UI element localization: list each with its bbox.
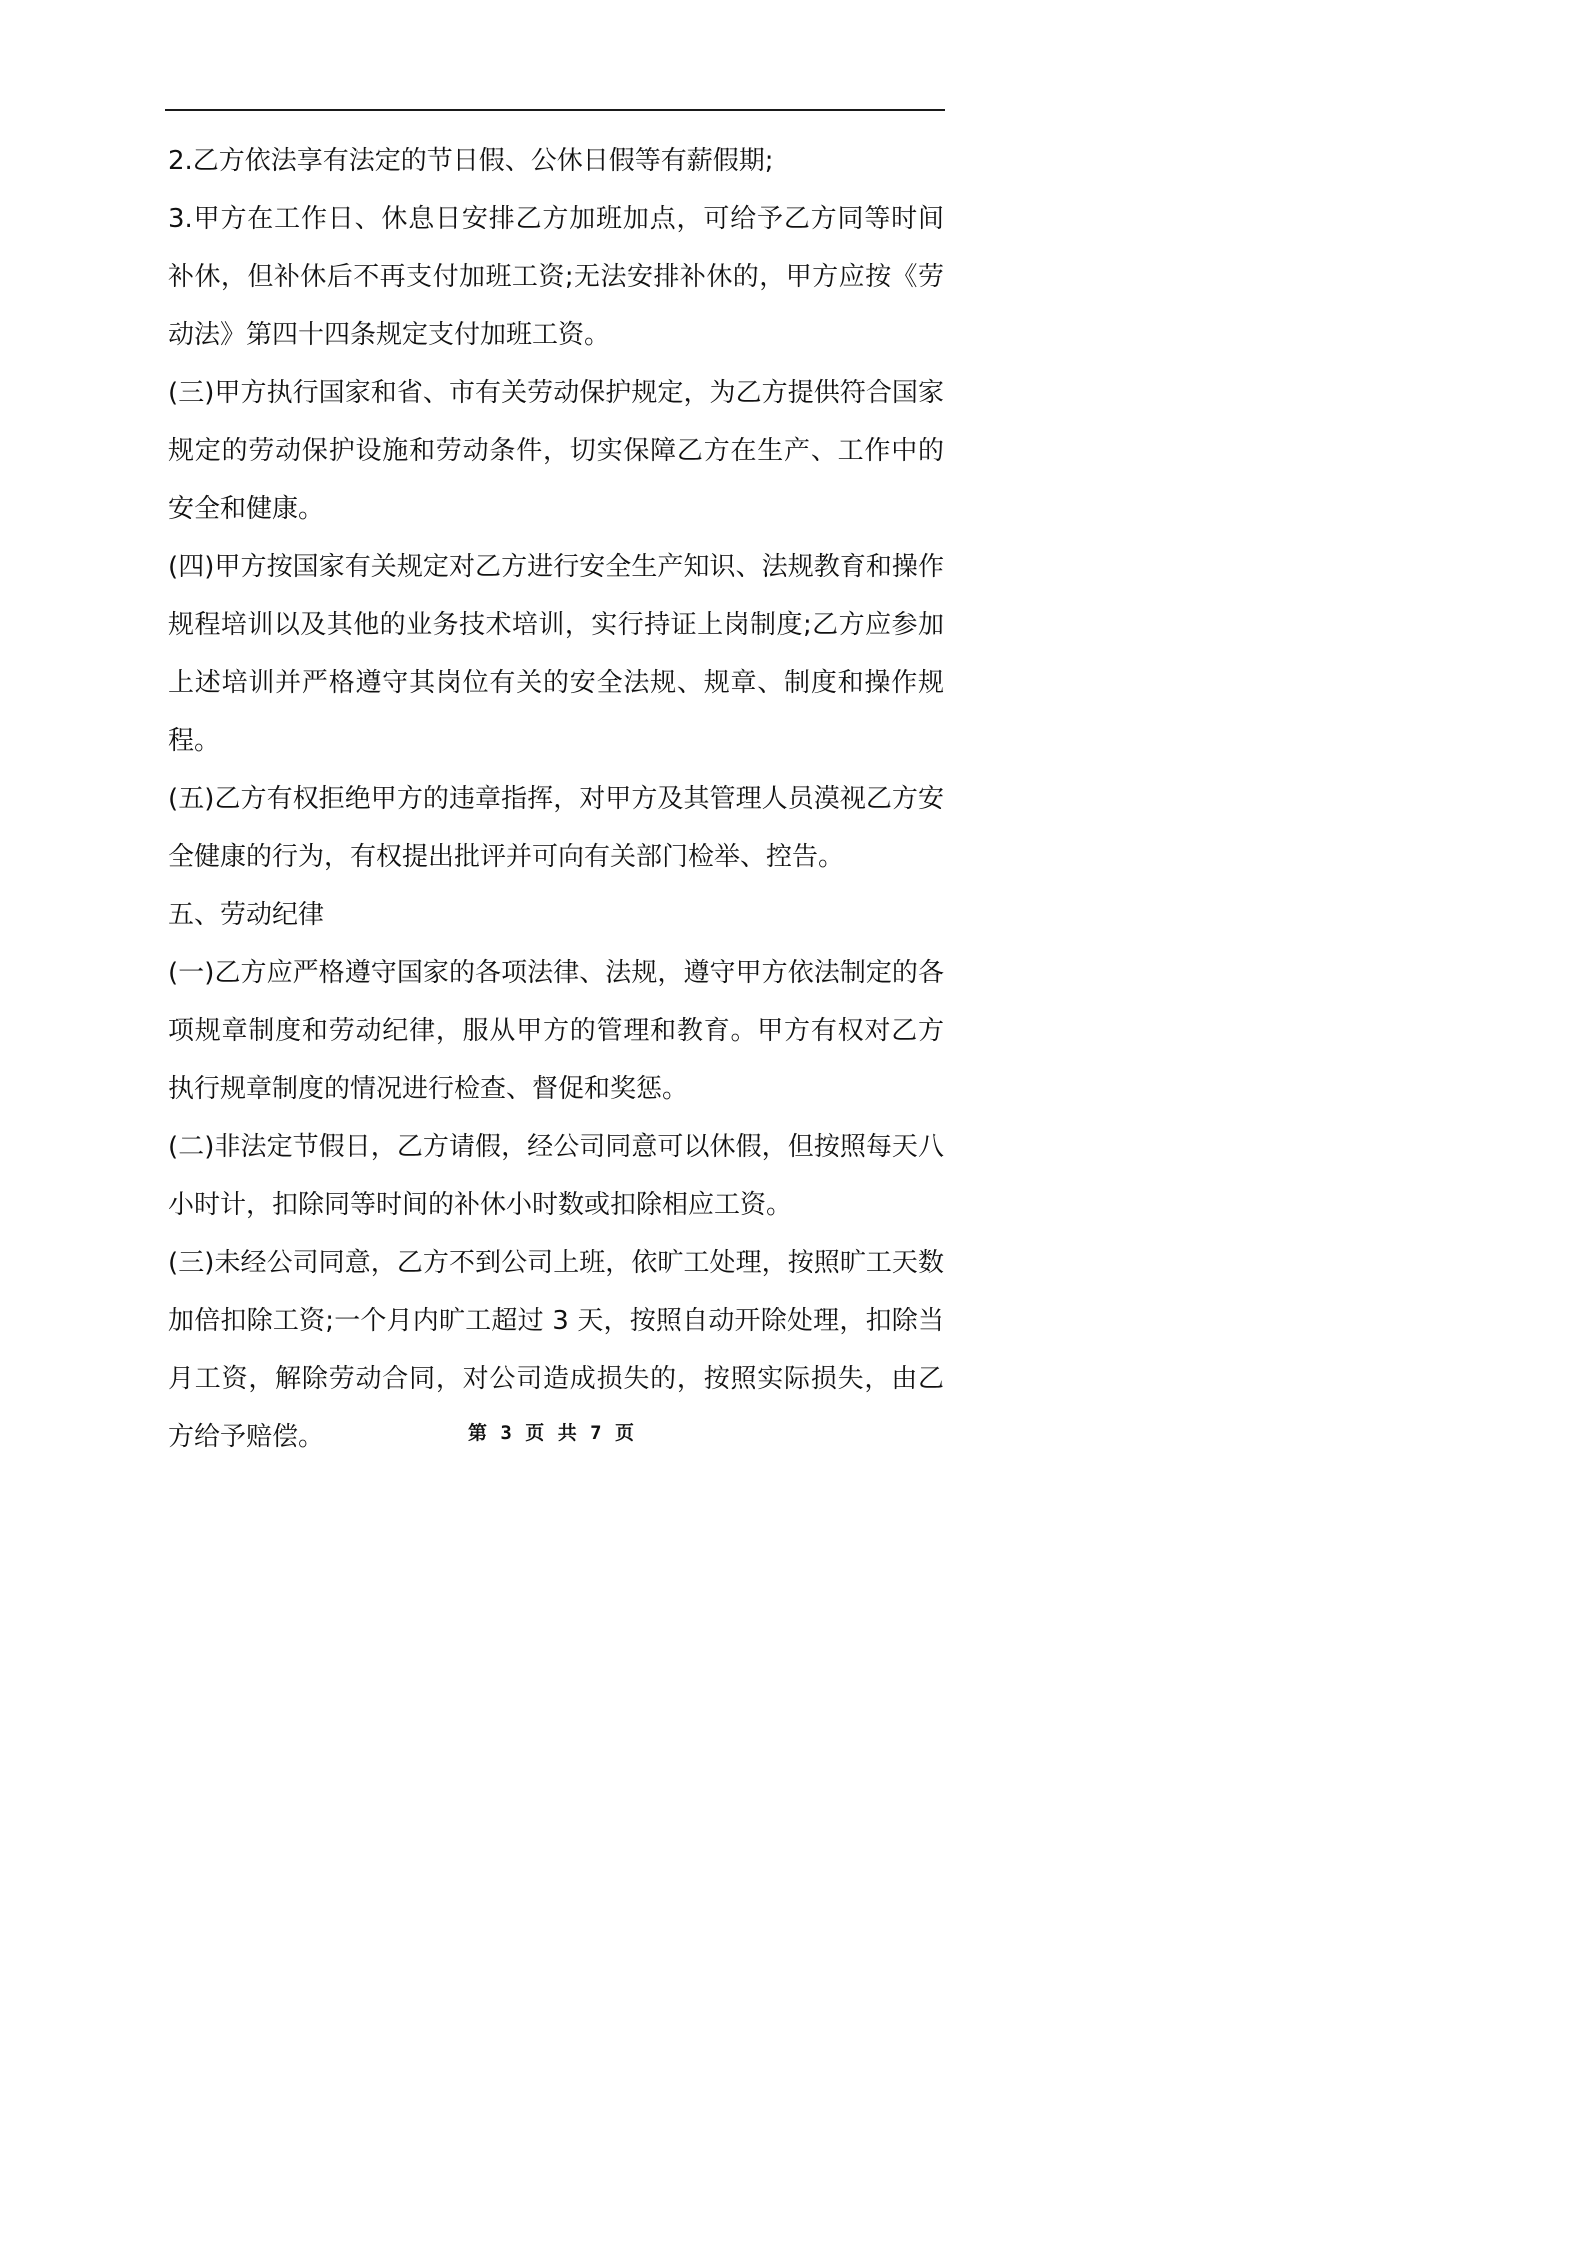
paragraph-obey-rules: (一)乙方应严格遵守国家的各项法律、法规，遵守甲方依法制定的各项规章制度和劳动纪律，服从甲方的管理和教育。甲方有权对乙方执行规章制度的情况进行检查、督促和奖惩。 <box>168 958 944 1104</box>
page-number: 第 3 页 共 7 页 <box>467 1422 636 1444</box>
document-page <box>0 0 1103 1561</box>
paragraph-overtime-compensation: 3.甲方在工作日、休息日安排乙方加班加点，可给予乙方同等时间补休，但补休后不再支付加班工资;无法安排补休的，甲方应按《劳动法》第四十四条规定支付加班工资。 <box>168 204 944 350</box>
paragraph-leave-request: (二)非法定节假日，乙方请假，经公司同意可以休假，但按照每天八小时计，扣除同等时间的补休小时数或扣除相应工资。 <box>168 1132 944 1220</box>
paragraph-right-to-refuse: (五)乙方有权拒绝甲方的违章指挥，对甲方及其管理人员漠视乙方安全健康的行为，有权提出批评并可向有关部门检举、控告。 <box>168 784 944 872</box>
section-heading-labor-discipline: 五、劳动纪律 <box>168 900 325 930</box>
paragraph-absenteeism: (三)未经公司同意，乙方不到公司上班，依旷工处理，按照旷工天数加倍扣除工资;一个月内旷工超过 3 天，按照自动开除处理，扣除当月工资，解除劳动合同，对公司造成损失的，按照实际损失，由乙方给予赔偿。 <box>168 1248 944 1452</box>
paragraph-safety-training: (四)甲方按国家有关规定对乙方进行安全生产知识、法规教育和操作规程培训以及其他的业务技术培训，实行持证上岗制度;乙方应参加上述培训并严格遵守其岗位有关的安全法规、规章、制度和操作规程。 <box>168 552 944 756</box>
paragraph-holiday-leave: 2.乙方依法享有法定的节日假、公休日假等有薪假期; <box>168 146 774 176</box>
document-body <box>168 132 944 1466</box>
header-divider <box>165 109 945 111</box>
paragraph-labor-protection: (三)甲方执行国家和省、市有关劳动保护规定，为乙方提供符合国家规定的劳动保护设施和劳动条件，切实保障乙方在生产、工作中的安全和健康。 <box>168 378 944 524</box>
